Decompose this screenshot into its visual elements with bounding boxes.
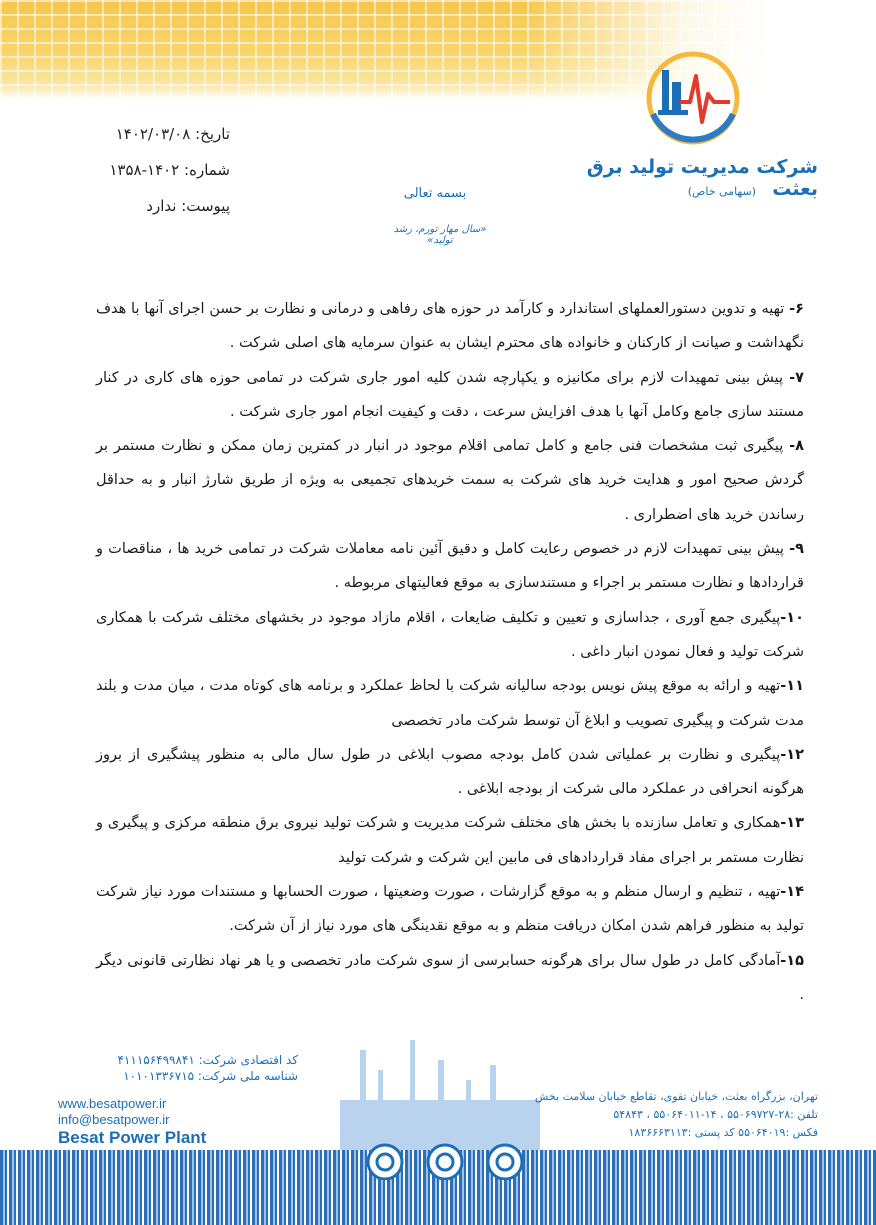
letter-body xyxy=(96,292,804,1012)
date-label: تاریخ: xyxy=(195,125,230,143)
brand-name: Besat Power Plant xyxy=(58,1128,207,1147)
date-value: ۱۴۰۲/۰۳/۰۸ xyxy=(115,125,191,143)
power-plant-logo-icon xyxy=(628,36,758,156)
website-link[interactable]: www.besatpower.ir xyxy=(58,1096,167,1111)
certification-badge-icon xyxy=(368,1145,402,1179)
list-item xyxy=(96,361,804,430)
item-number: ۱۵- xyxy=(780,952,804,969)
item-text: همکاری و تعامل سازنده با بخش های مختلف شرکت مدیریت و شرکت تولید نیروی برق منطقه مرکزی و پیگیری و نظارت مستمر بر اجرای مفاد قراردادهای فی مابین این شرکت و شرکت تولید xyxy=(96,815,804,866)
item-text: تهیه و ارائه به موقع پیش نویس بودجه سالیانه شرکت با لحاظ عملکرد و برنامه های کوتاه مدت ، میان مدت و بلند مدت شرکت و پیگیری تصویب و ابلاغ آن توسط شرکت مادر تخصصی xyxy=(96,678,804,729)
company-legal-type: (سهامی خاص) xyxy=(687,185,756,198)
company-contact-web xyxy=(58,1096,258,1148)
fax-postal: فکس :۵۵۰۶۴۰۱۹ کد پستی :۱۸۳۶۶۶۳۱۱۳ xyxy=(628,1126,818,1139)
list-item xyxy=(96,944,804,1013)
item-number: ۷- xyxy=(789,369,804,386)
item-number: ۱۳- xyxy=(780,815,804,832)
economic-code: کد اقتصادی شرکت: ۴۱۱۱۵۶۴۹۹۸۴۱ xyxy=(117,1053,298,1067)
attachment-row xyxy=(70,188,230,224)
email-link[interactable]: info@besatpower.ir xyxy=(58,1112,170,1127)
address: تهران، بزرگراه بعثت، خیابان تقوی، تقاطع خیابان سلامت بخش xyxy=(534,1090,818,1103)
certification-badge-icon xyxy=(428,1145,462,1179)
bismillah-heading: بسمه تعالی xyxy=(403,186,467,201)
number-row xyxy=(70,152,230,188)
item-number: ۱۰- xyxy=(780,609,804,626)
item-text: پیش بینی تمهیدات لازم در خصوص رعایت کامل و دقیق آئین نامه معاملات شرکت در تمامی خرید ها ، مناقصات و قراردادها و نظارت مستمر بر اجراء و مستندسازی به موقع فعالیتهای مربوطه . xyxy=(96,541,804,592)
attachment-value: ندارد xyxy=(146,197,177,215)
item-number: ۱۲- xyxy=(780,746,804,763)
item-text: تهیه و تدوین دستورالعملهای استاندارد و کارآمد در حوزه های رفاهی و درمانی و نظارت بر حسن اجرای آنها با هدف نگهداشت و صیانت از کارکنان و خانواده های محترم ایشان به عنوان سرمایه های اصلی شرکت . xyxy=(96,301,804,352)
item-text: تهیه ، تنظیم و ارسال منظم و به موقع گزارشات ، صورت وضعیتها ، صورت الحسابها و مستندات مورد نیاز شرکت تولید به منظور فراهم شدن امکان دریافت منظم و به موقع نقدینگی های مورد نیاز از آن شرکت. xyxy=(96,884,804,935)
list-item xyxy=(96,601,804,670)
number-label: شماره: xyxy=(184,161,230,179)
list-item xyxy=(96,669,804,738)
item-text: آمادگی کامل در طول سال برای هرگونه حسابرسی از سوی شرکت مادر تخصصی و یا هر نهاد نظارتی قانونی دیگر . xyxy=(96,952,804,1003)
list-item xyxy=(96,738,804,807)
item-text: پیگیری جمع آوری ، جداسازی و تعیین و تکلیف ضایعات ، اقلام مازاد موجود در بخشهای مختلف شرکت با همکاری شرکت تولید و فعال نمودن انبار داغی . xyxy=(96,609,804,660)
certification-badges xyxy=(355,1140,555,1180)
list-item xyxy=(96,875,804,944)
company-address-block xyxy=(518,1088,818,1142)
item-text: پیگیری ثبت مشخصات فنی جامع و کامل تمامی اقلام موجود در انبار در کمترین زمان ممکن و نظارت مستمر بر گردش صحیح امور و هدایت خرید های شرکت به سمت خریدهای تجمیعی به ویژه از طریق شارژ انبار و به حداقل رساندن خرید های اضطراری . xyxy=(96,438,804,523)
phone: تلفن :۲۸-۵۵۰۶۹۷۲۷ ، ۱۴-۵۵۰۶۴۰۱۱ ، ۵۴۸۴۳ xyxy=(613,1108,818,1121)
item-text: پیش بینی تمهیدات لازم برای مکانیزه و یکپارچه شدن کلیه امور جاری شرکت در تمامی حوزه های کاری در کنار مستند سازی جامع وکامل آنها با هدف افزایش سرعت ، دقت و کیفیت انجام امور جاری شرکت . xyxy=(96,369,804,420)
number-value: ۱۴۰۲-۱۳۵۸ xyxy=(109,161,180,179)
list-item xyxy=(96,292,804,361)
item-number: ۱۱- xyxy=(780,678,804,695)
date-row xyxy=(70,116,230,152)
attachment-label: پیوست: xyxy=(181,197,230,215)
item-number: ۱۴- xyxy=(780,884,804,901)
certification-badge-icon xyxy=(488,1145,522,1179)
item-number: ۹- xyxy=(789,541,804,558)
year-slogan: «سال مهار تورم، رشد تولید» xyxy=(393,224,487,246)
list-item xyxy=(96,806,804,875)
list-item xyxy=(96,429,804,532)
company-name: شرکت مدیریت تولید برق بعثت xyxy=(586,156,818,200)
item-number: ۶- xyxy=(789,301,804,317)
list-item xyxy=(96,532,804,601)
item-text: پیگیری و نظارت بر عملیاتی شدن کامل بودجه مصوب ابلاغی در طول سال مالی به منظور پیشگیری از بروز هرگونه انحرافی در عملکرد مالی شرکت از بودجه ابلاغی . xyxy=(96,746,804,798)
national-id: شناسه ملی شرکت: ۱۰۱۰۱۳۳۶۷۱۵ xyxy=(123,1069,298,1083)
item-number: ۸- xyxy=(789,438,804,455)
letter-meta xyxy=(70,116,230,224)
